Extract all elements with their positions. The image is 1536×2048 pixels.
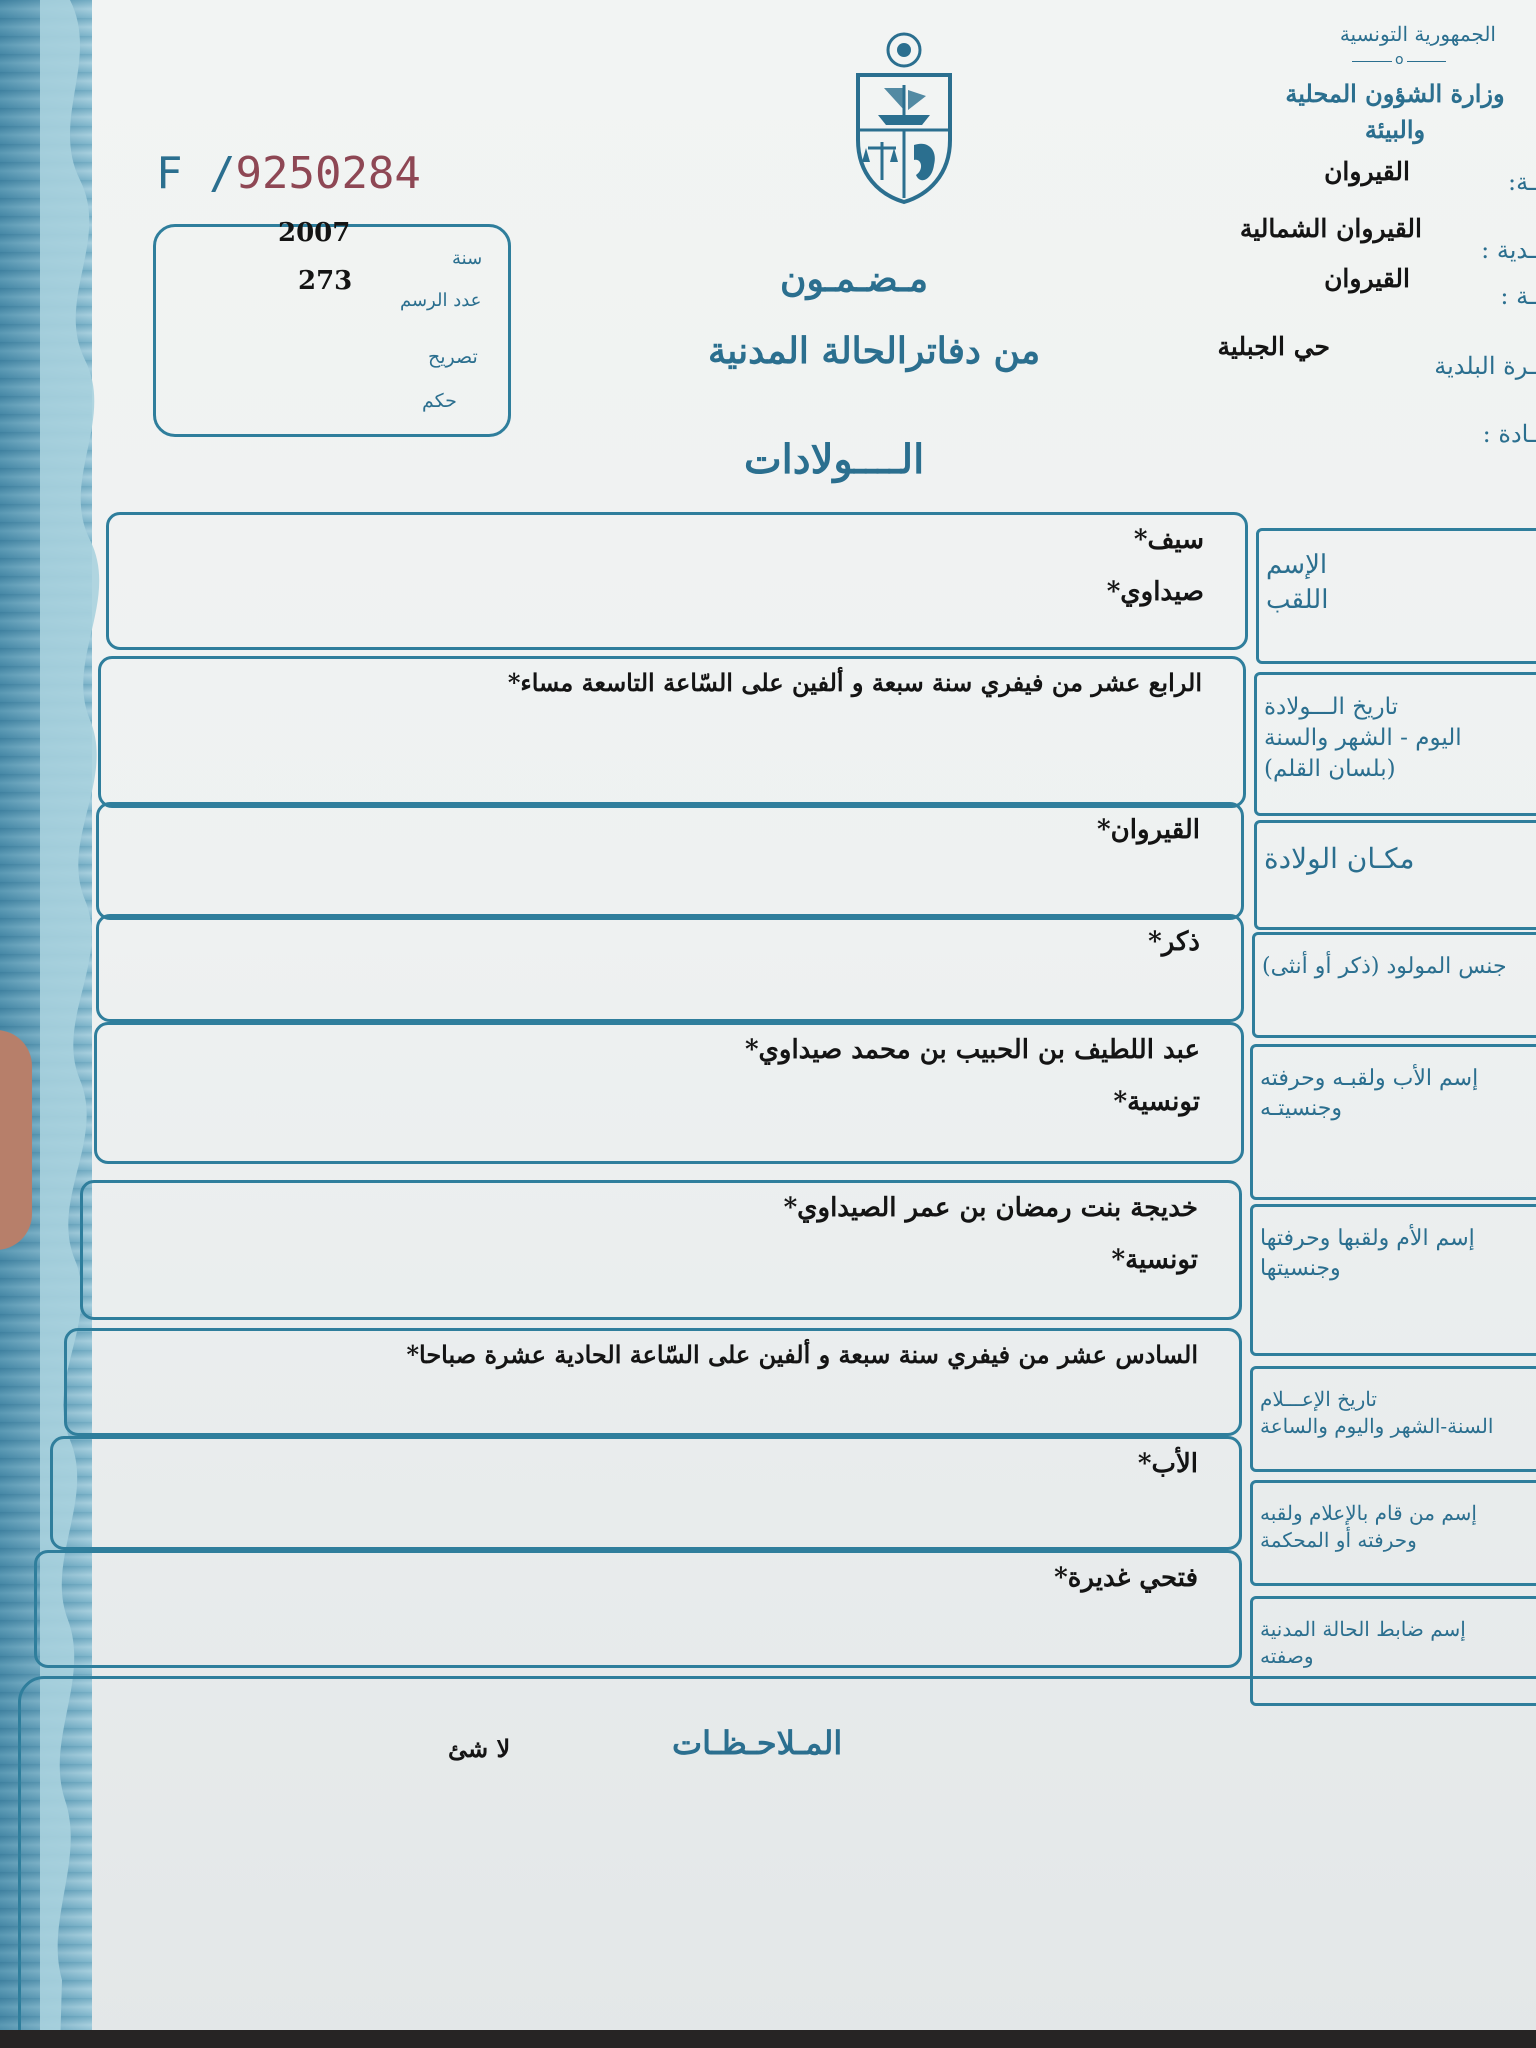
municipality-value: القيروان الشمالية [1239,214,1422,243]
field-label-4: جنس المولود (ذكر أو أنثى) [1262,954,1507,979]
field-value-3-1: القيروان* [1097,815,1200,845]
field-value-1-1: سيف* [1133,525,1204,555]
field-label-3: مكـان الولادة [1264,842,1415,875]
municipality-label: ـدية : [1481,236,1536,264]
coat-of-arms-emblem [848,30,960,205]
field-value-box-3 [96,802,1244,920]
field-value-6-2: تونسية* [1111,1245,1198,1275]
field-label-8: إسم من قام بالإعلام ولقبه وحرفته أو المحكمة [1260,1501,1477,1552]
field-label-6: إسم الأم ولقبها وحرفتها وجنسيتها [1260,1226,1475,1281]
field-label-2: تاريخ الـــولادة اليوم - الشهر والسنة (بلسان القلم) [1264,694,1462,783]
certificate-number-label: ـادة : [1482,420,1536,448]
remarks-label: المـلاحـظـات [672,1724,843,1762]
delegation-label: ـة : [1500,282,1536,310]
field-value-9-1: فتحي غديرة* [1054,1563,1198,1593]
field-label-9: إسم ضابط الحالة المدنية وصفته [1260,1617,1466,1668]
state-label: ـة: [1508,168,1536,196]
serial-digits: 9250284 [235,148,421,199]
title-line-1: مـضـمـون [780,258,928,300]
field-value-box-8 [50,1436,1242,1550]
year-value: 2007 [278,218,351,248]
remarks-value: لا شئ [448,1734,511,1763]
field-label-box-4 [1252,932,1536,1038]
field-value-5-1: عبد اللطيف بن الحبيب بن محمد صيداوي* [744,1035,1200,1065]
record-number-label: عدد الرسم [400,290,482,311]
field-value-box-4 [96,914,1244,1022]
field-value-8-1: الأب* [1137,1449,1198,1479]
field-value-2-1: الرابع عشر من فيفري سنة سبعة و ألفين على السّاعة التاسعة مساء* [507,668,1202,697]
declaration-label: تصريح [428,346,478,368]
record-number-value: 273 [298,266,353,296]
serial-number [156,148,421,199]
year-label: سنة [452,248,483,269]
field-value-6-1: خديجة بنت رمضان بن عمر الصيداوي* [783,1193,1198,1223]
ornament-circle: o [1392,52,1407,68]
field-label-7: تاريخ الإعـــلام السنة-الشهر واليوم والساعة [1260,1387,1494,1438]
judgment-label: حكم [422,390,457,412]
serial-prefix: F / [156,148,236,199]
field-value-5-2: تونسية* [1113,1087,1200,1117]
field-label-1: الإسم اللقب [1266,550,1329,616]
field-value-4-1: ذكر* [1148,927,1200,957]
state-value: القيروان [1324,157,1410,186]
header-ornament [1352,52,1446,72]
field-value-7-1: السادس عشر من فيفري سنة سبعة و ألفين على السّاعة الحادية عشرة صباحا* [406,1340,1198,1369]
finger [0,1030,32,1250]
field-value-1-2: صيداوي* [1106,577,1204,607]
ministry-heading: وزارة الشؤون المحلية والبيئة [1285,79,1505,144]
title-line-2: من دفاترالحالة المدنية [708,330,1041,372]
section-title: الــــولادات [744,436,925,483]
district-value: حي الجبلية [1217,332,1330,361]
delegation-value: القيروان [1324,264,1410,293]
field-value-box-1 [106,512,1248,650]
field-label-5: إسم الأب ولقبـه وحرفته وجنسيتـه [1260,1066,1479,1121]
republic-heading: الجمهورية التونسية [1339,22,1496,46]
district-label: ـرة البلدية [1434,352,1536,380]
table-surface [0,2030,1536,2048]
